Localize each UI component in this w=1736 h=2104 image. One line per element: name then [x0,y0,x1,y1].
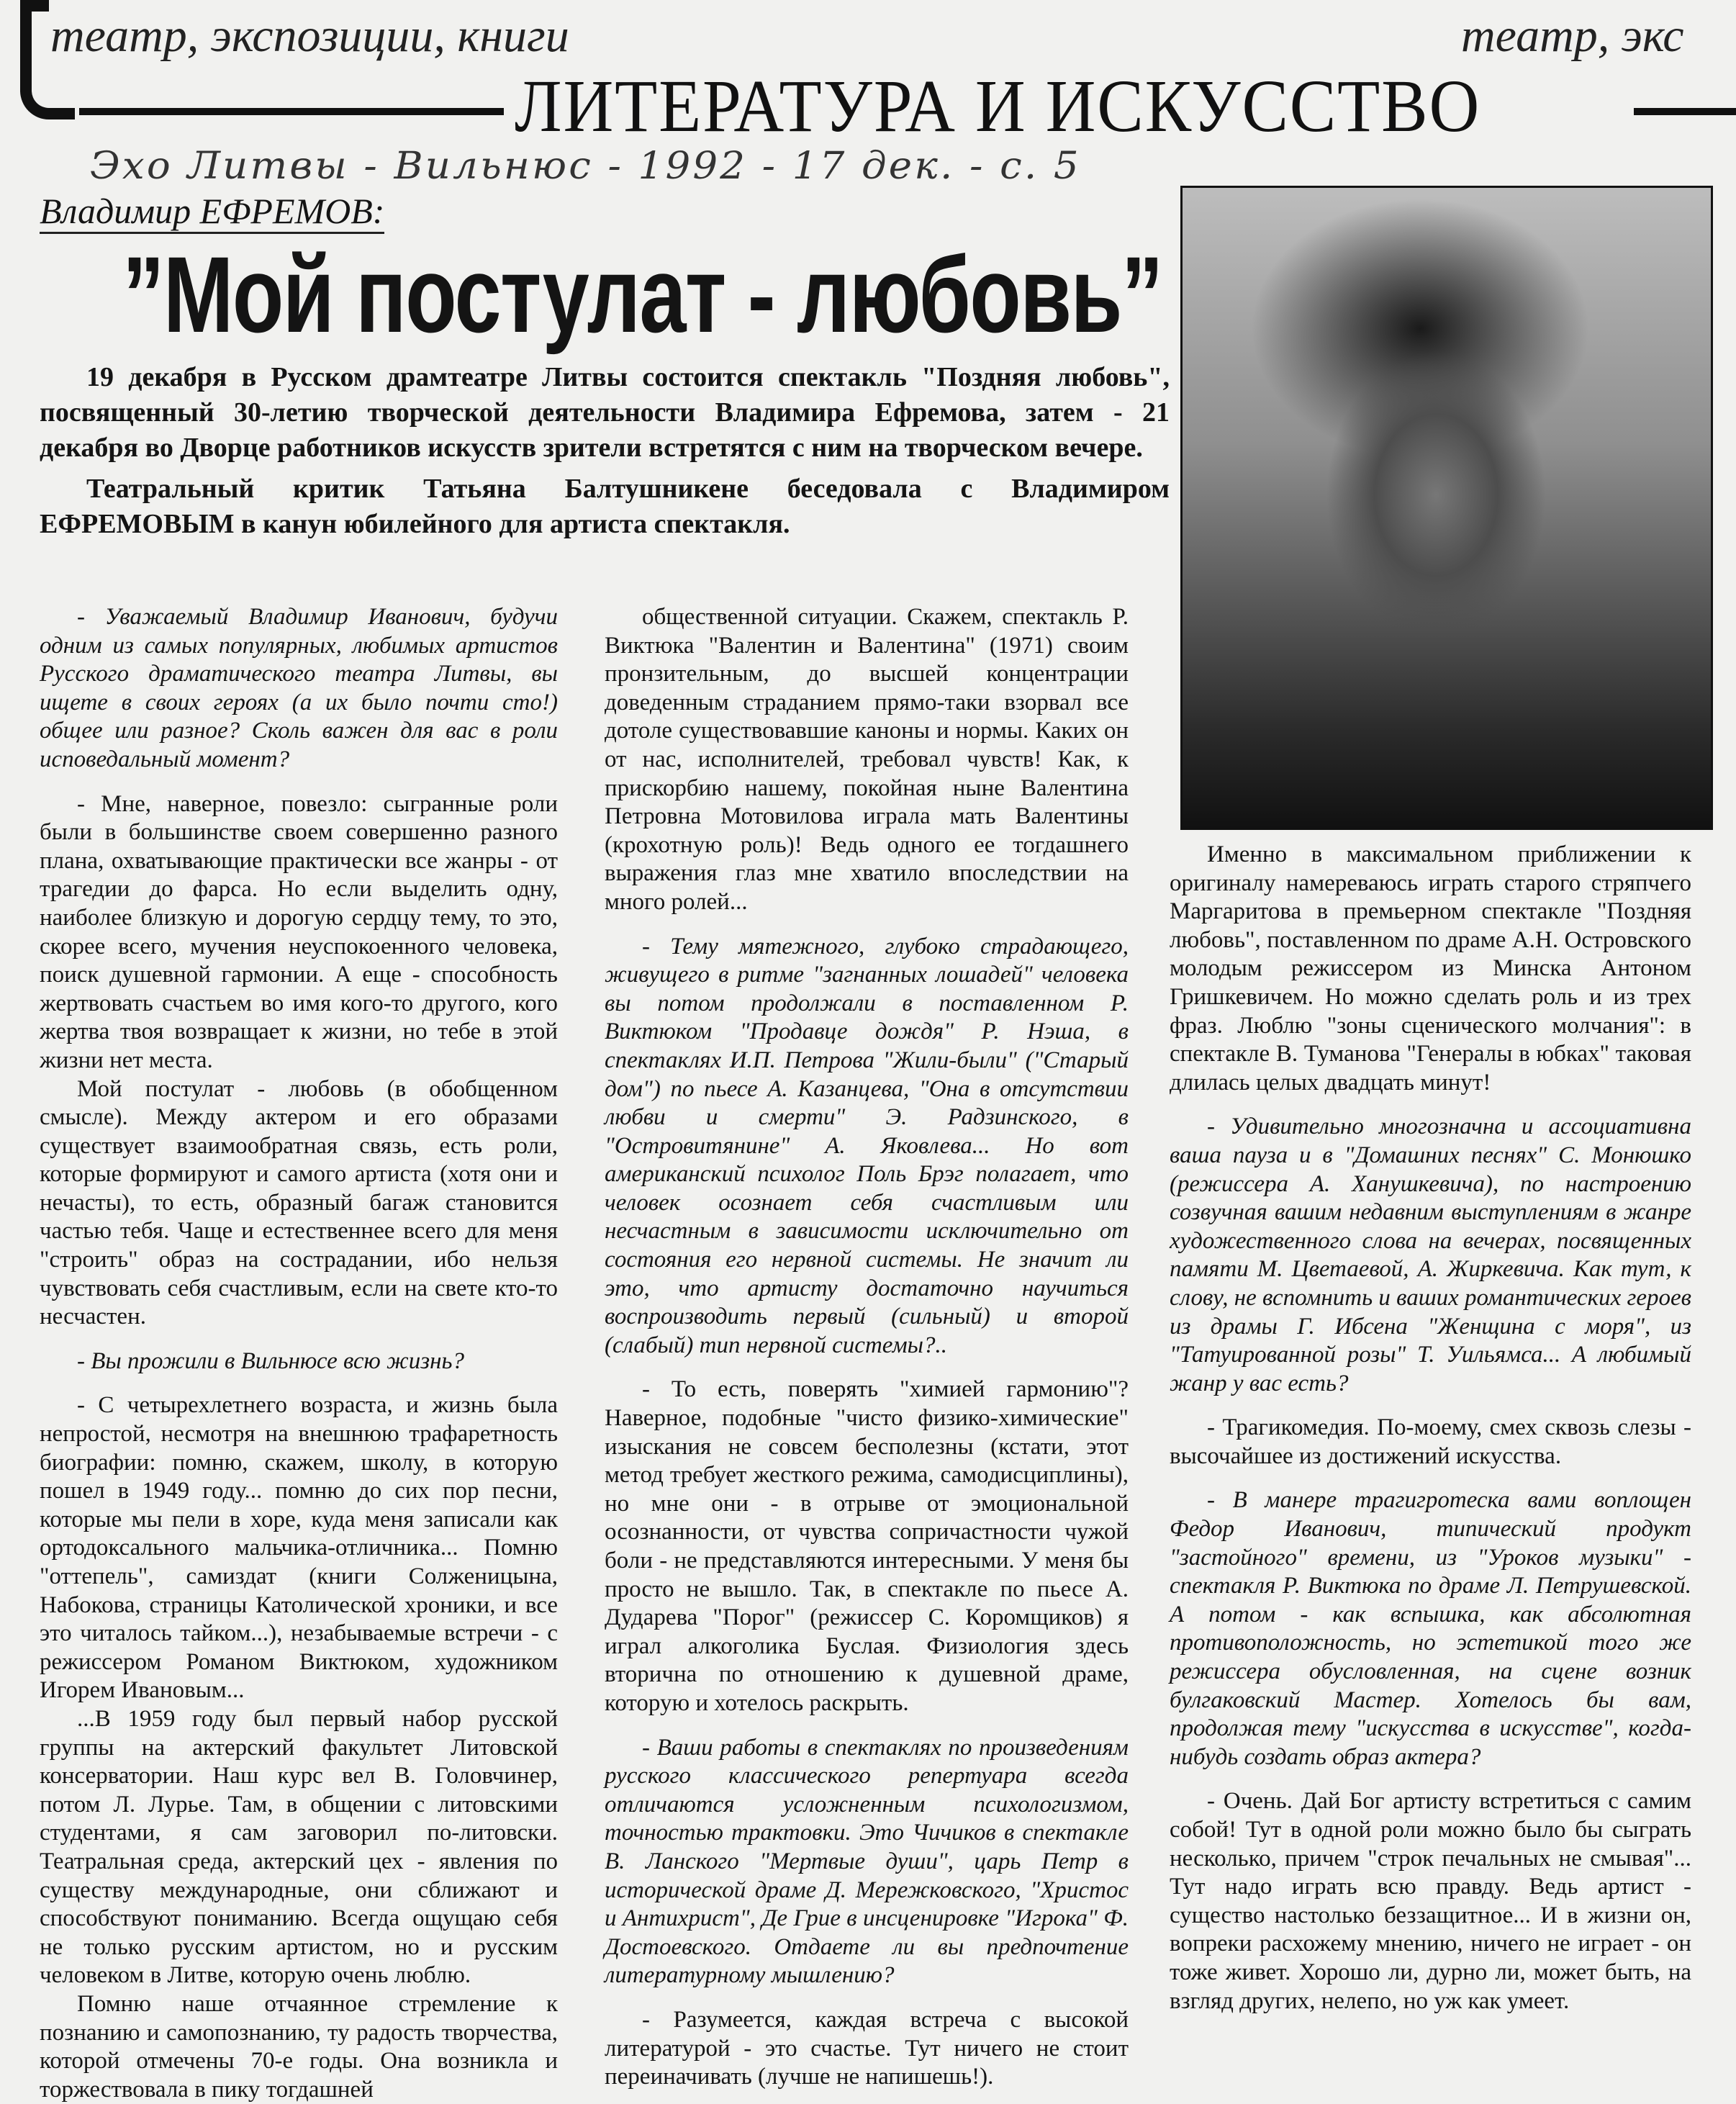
article-paragraph: - С четырехлетнего возраста, и жизнь была непростой, несмотря на внешнюю трафаретность биографии: помню, скажем, школу, в которую пошел в 1949 году... помню до сих пор песни, которые мы пели в хоре, куда меня записали как ортодоксального мальчика-отличника... Помню "оттепель", самиздат (книги Солженицына, Набокова, страницы Католической хроники, и все это читалось тайком...), незабываемые встречи - с режиссером Романом Виктюком, художником Игорем Ивановым... [40,1392,558,1704]
article-headline: ”Мой постулат - любовь” [122,234,1162,355]
article-paragraph: ...В 1959 году был первый набор русской группы на актерский факультет Литовской консерватории. Наш курс вел В. Головчинер, потом Л. Лурье. Там, в общении с литовскими студентами, я сам заговорил по-литовски. Театральная среда, актерский цех - явления по существу международные, они сближают и способствуют пониманию. Всегда ощущаю себя не только русским артистом, но и русским человеком в Литве, которую очень люблю. [40,1705,558,1989]
title-rule-left [79,108,504,115]
article-paragraph: - Трагикомедия. По-моему, смех сквозь слезы - высочайшее из достижений искусства. [1170,1414,1691,1469]
interview-question: - Вы прожили в Вильнюсе всю жизнь? [77,1347,464,1374]
article-paragraph: - Очень. Дай Бог артисту встретиться с самим собой! Тут в одной роли можно было бы сыграть несколько, причем "строк печальных не смывая"... Тут надо играть всю правду. Ведь артист - существо настолько беззащитное... И в жизни он, вопреки расхожему мнению, ничего не играет - он тоже живет. Хорошо ли, дурно ли, может быть, на взгляд других, нелепо, но уж как умеет. [1170,1788,1691,2014]
interview-question: - Тему мятежного, глубоко страдающего, живущего в ритме "загнанных лошадей" человека вы потом продолжали в поставленном Р. Виктюком "Продавце дождя" Р. Нэша, в спектаклях И.П. Петрова "Жили-были" ("Старый дом") по пьесе А. Казанцева, "Она в отсутствии любви и смерти" Э. Радзинского, в "Островитянине" А. Яковлева... Но вот американский психолог Поль Брэг полагает, что человек осознает себя счастливым или несчастным в зависимости исключительно от состояния его нервной системы. Не значит ли это, что артисту достаточно научиться воспроизводить первый (сильный) и второй (слабый) тип нервной системы?.. [605,933,1129,1358]
handwritten-source-note: Эхо Литвы - Вильнюс - 1992 - 17 дек. - с. 5 [90,145,1081,188]
article-paragraph: Мой постулат - любовь (в обобщенном смысле). Между актером и его образами существует взаимообратная связь, есть роли, которые формируют и самого артиста (хотя они и нечасты), то есть, образный багаж становится частью тебя. Чаще и естественнее всего для меня "строить" образ на сострадании, ибо нельзя чувствовать себя счастливым, если на свете кто-то несчастен. [40,1075,558,1330]
interview-question: - Удивительно многозначна и ассоциативна ваша пауза и в "Домашних песнях" С. Монюшко (режиссера А. Ханушкевича), по настроению созвучная вашим недавним выступлениям в жанре художественного слова на вечерах, посвященных памяти М. Цветаевой, А. Жиркевича. Как тут, к слову, не вспомнить и ваших романтических героев из драмы Г. Ибсена "Женщина с моря", из "Татуированной розы" Т. Уильямса... А любимый жанр у вас есть? [1170,1114,1691,1396]
section-rubric-right: театр, экс [1461,9,1684,62]
article-paragraph: - Разумеется, каждая встреча с высокой литературой - это счастье. Тут ничего не стоит переиначивать (лучше не напишешь!). [605,2006,1129,2090]
article-column-1 [40,603,558,2104]
interview-question: - В манере трагигротеска вами воплощен Федор Иванович, типический продукт "застойного" времени, из "Уроков музыки" - спектакля Р. Виктюка по драме Л. Петрушевской. А потом - как вспышка, как абсолютная противоположность, но эстетикой того же режиссера обусловленная, на сцене возник булгаковский Мастер. Хотелось бы вам, продолжая тему "искусства в искусстве", когда-нибудь создать образ актера? [1170,1487,1691,1770]
article-paragraph: Именно в максимальном приближении к оригиналу намереваюсь играть старого стряпчего Маргаритова в премьерном спектакле "Поздняя любовь", поставленном по драме А.Н. Островского молодым режиссером из Минска Антоном Гришкевичем. Но можно сделать роль и из трех фраз. Люблю "зоны сценического молчания": в спектакле В. Туманова "Генералы в юбках" таковая длилась целых двадцать минут! [1170,841,1691,1096]
interview-question: - Ваши работы в спектаклях по произведениям русского классического репертуара всегда отличаются усложненным психологизмом, точностью трактовки. Это Чичиков в спектакле В. Ланского "Мертвые души", царь Петр в исторической драме Д. Мережковского, "Христос и Антихрист", Де Грие в инсценировке "Игрока" Ф. Достоевского. Отдаете ли вы предпочтение литературному мышлению? [605,1734,1129,1989]
interview-question: - Уважаемый Владимир Иванович, будучи одним из самых популярных, любимых артистов Русского драматического театра Литвы, вы ищете в своих героях (а их было почти сто!) общее или разное? Сколь важен для вас в роли исповедальный момент? [40,604,558,772]
article-author: Владимир ЕФРЕМОВ: [40,190,384,234]
article-lead [40,360,1170,548]
title-rule-right [1634,108,1736,115]
article-paragraph: - Мне, наверное, повезло: сыгранные роли были в большинстве своем совершенно разного плана, охватывающие практически все жанры - от трагедии до фарса. Но если выделить одну, наиболее близкую и дорогую сердцу тему, то это, скорее всего, мучения неуспокоенного человека, поиск душевной гармонии. А еще - способность жертвовать счастьем во имя кого-то другого, кого жертва твоя возвращает к жизни, но тебе в этой жизни нет места. [40,790,558,1073]
lead-paragraph: 19 декабря в Русском драмтеатре Литвы состоится спектакль "Поздняя любовь", посвященный 30-летию творческой деятельности Владимира Ефремова, затем - 21 декабря во Дворце работников искусств зрители встретятся с ним на творческом вечере. [40,362,1170,463]
lead-paragraph: Театральный критик Татьяна Балтушникене беседовала с Владимиром ЕФРЕМОВЫМ в канун юбилейного для артиста спектакля. [40,474,1170,539]
section-title: ЛИТЕРАТУРА И ИСКУССТВО [515,65,1481,148]
article-paragraph: общественной ситуации. Скажем, спектакль Р. Виктюка "Валентин и Валентина" (1971) своим пронзительным, до высшей концентрации доведенным страданием прямо-таки взорвал все дотоле существовавшие каноны и нормы. Каких он от нас, исполнителей, требовал чувств! Как, к прискорбию нашему, покойная ныне Валентина Петровна Мотовилова играла мать Валентины (крохотную роль)! Ведь одного ее тогдашнего выражения глаз мне хватило впоследствии на много ролей... [605,604,1129,915]
portrait-photo [1180,186,1713,830]
article-paragraph: Помню наше отчаянное стремление к познанию и самопознанию, ту радость творчества, которой отмечены 70-е годы. Она возникла и торжествовала в пику тогдашней [40,1990,558,2103]
article-column-3 [1170,841,1691,2015]
article-paragraph: - То есть, поверять "химией гармонию"? Наверное, подобные "чисто физико-химические" изыскания не совсем бесполезны (кстати, этот метод требует жесткого режима, самодисциплины), но мне они - в отрыве от эмоциональной осознанности, от чувства сопричастности чужой боли - не представляются интересными. У меня бы просто не вышло. Так, в спектакле по пьесе А. Дударева "Порог" (режиссер С. Коромщиков) я играл алкоголика Буслая. Физиология здесь вторична по отношению к душевной драме, которую и хотелось раскрыть. [605,1376,1129,1716]
article-column-2 [605,603,1129,2092]
section-rubric: театр, экспозиции, книги [50,9,569,62]
